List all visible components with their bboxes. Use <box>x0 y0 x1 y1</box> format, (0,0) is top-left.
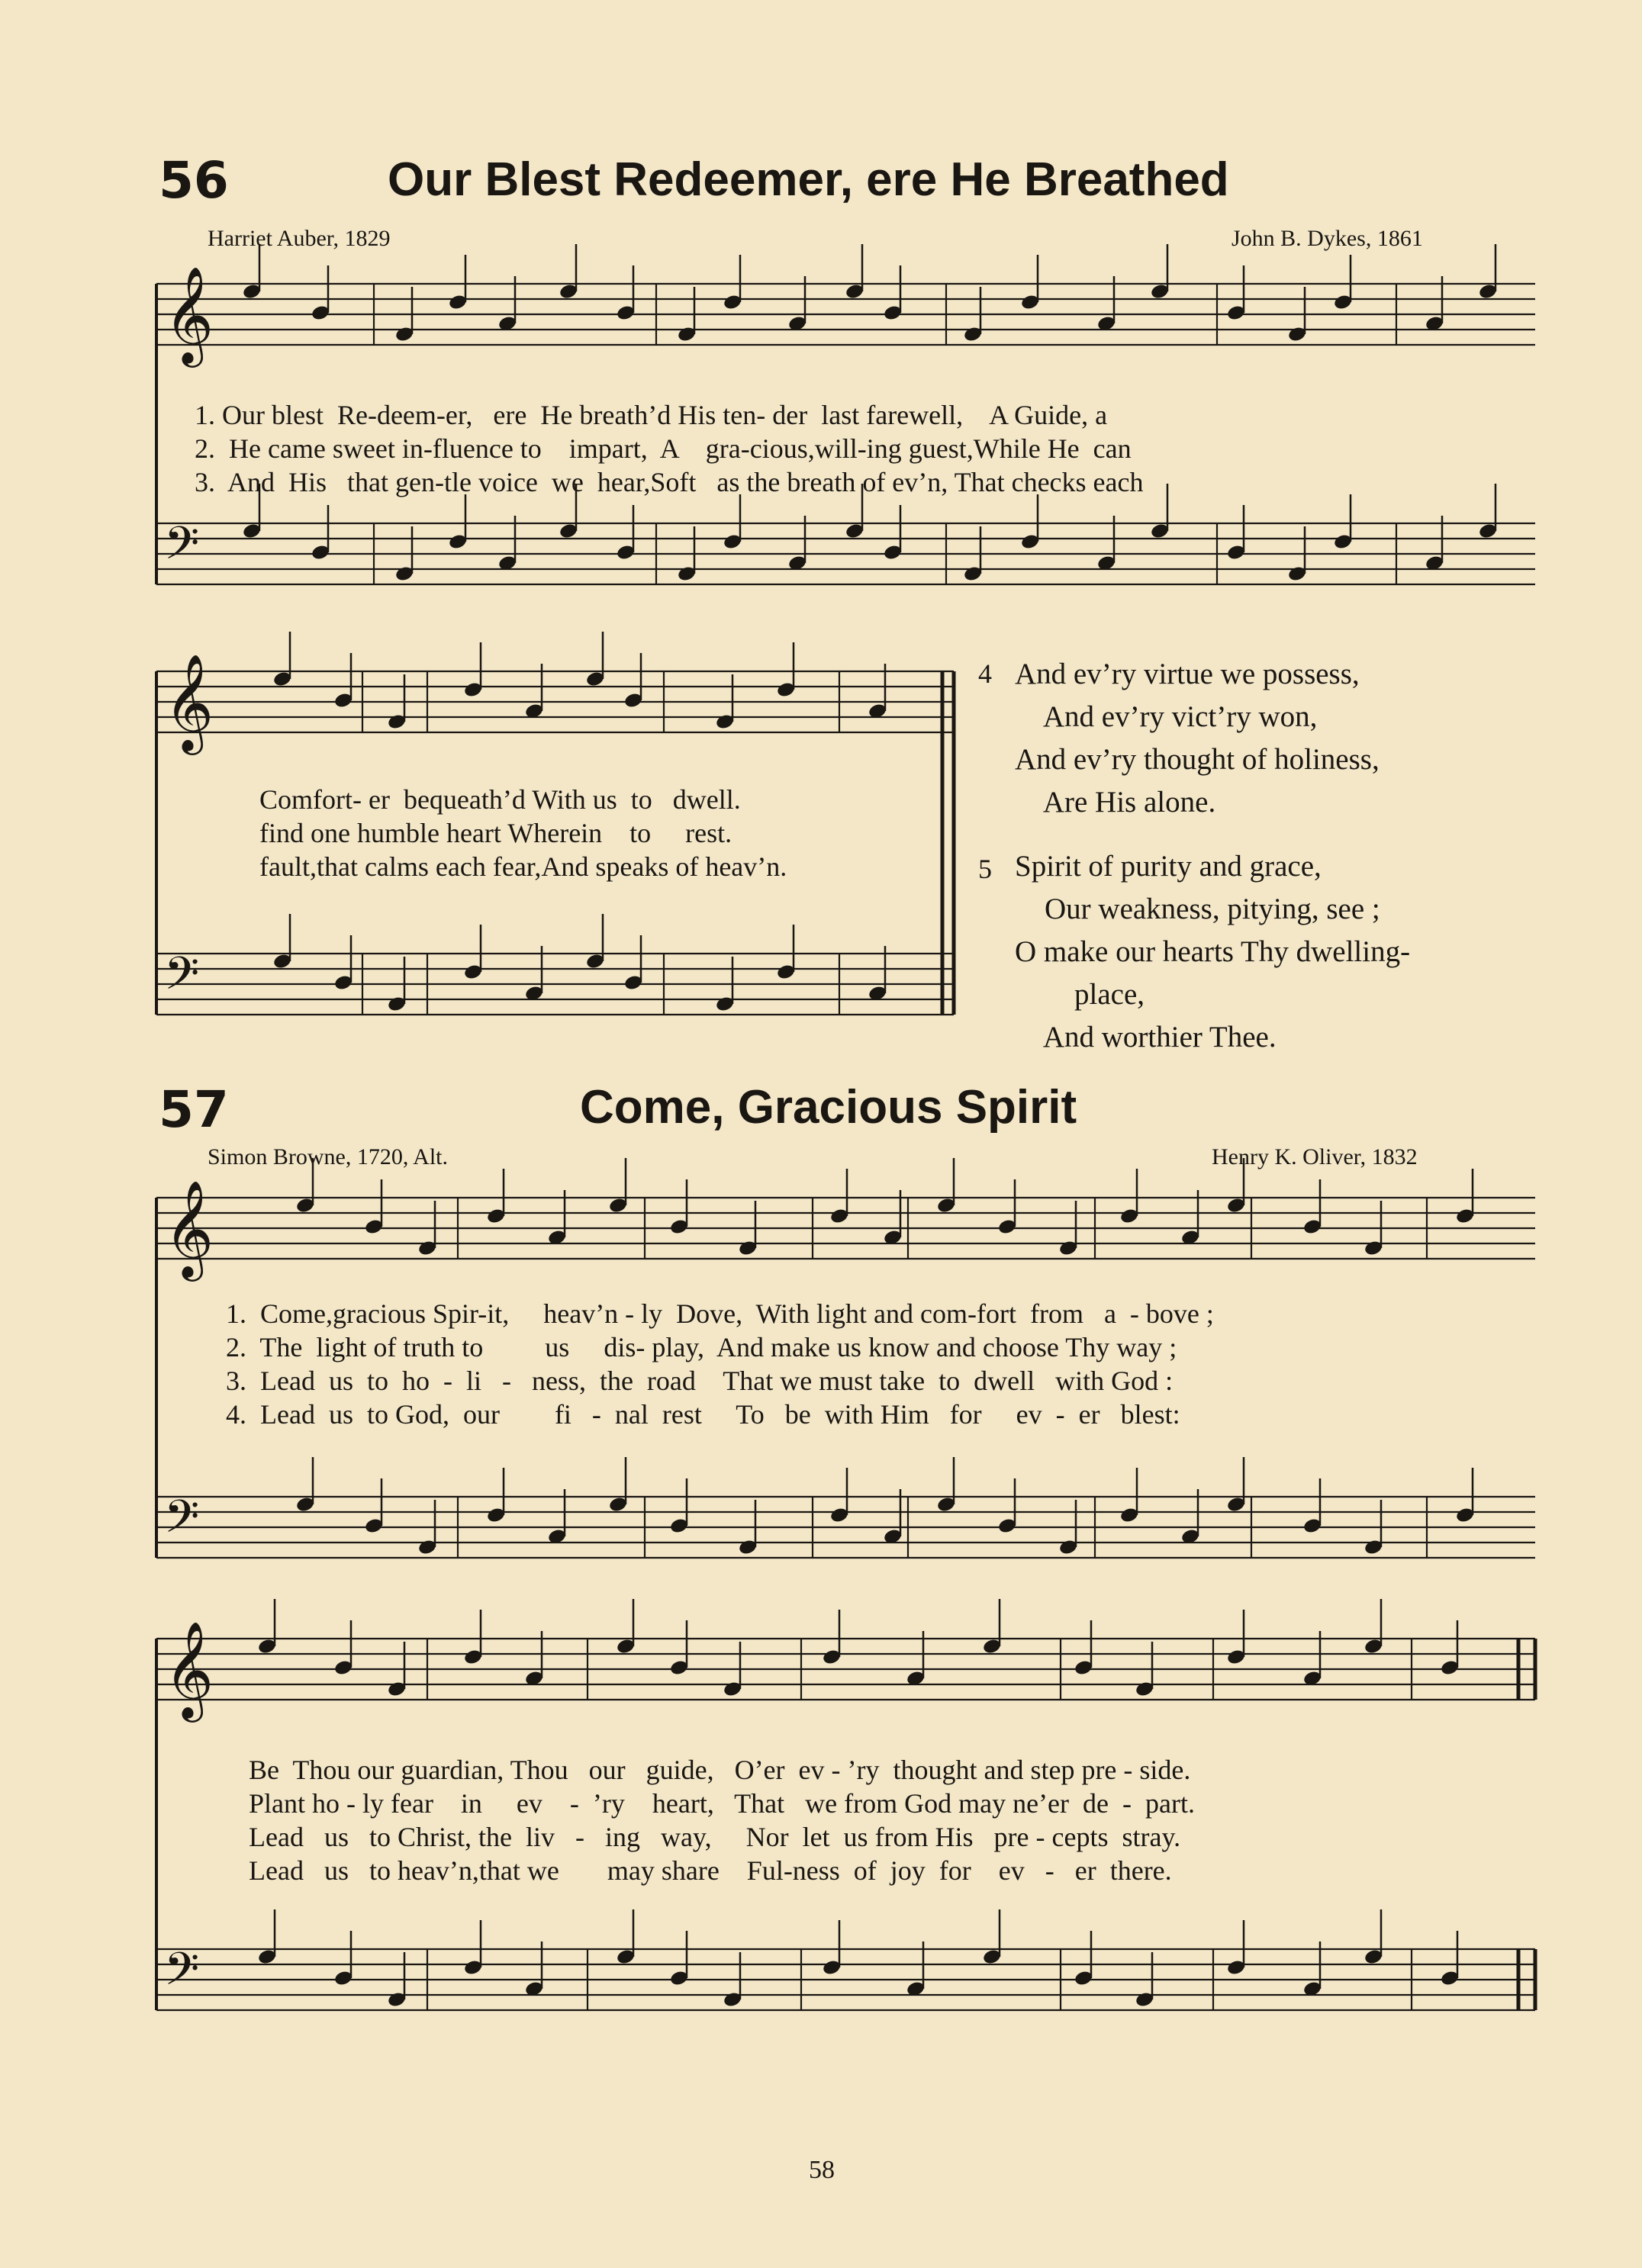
stanza-line: Spirit of purity and grace, <box>1015 850 1322 883</box>
clef-icon: 𝄞 <box>164 1620 214 1718</box>
clef-icon: 𝄞 <box>164 653 214 751</box>
hymn-author-57: Simon Browne, 1720, Alt. <box>208 1144 449 1169</box>
hymn-number-56: 56 <box>159 151 229 210</box>
clef-icon: 𝄞 <box>164 265 214 363</box>
stanza-number: 5 <box>978 854 992 884</box>
stanza-line: O make our hearts Thy dwelling- <box>1015 935 1411 968</box>
verse-line: 3. And His that gen-tle voice we hear,Soft as the breath of ev’n, That checks each <box>195 467 1144 497</box>
stanza-line: And ev’ry virtue we possess, <box>1015 658 1360 690</box>
clef-icon: 𝄢 <box>164 1942 200 2006</box>
page-number: 58 <box>809 2156 835 2184</box>
stanza-line: And worthier Thee. <box>1015 1021 1277 1054</box>
verse-line: 2. He came sweet in-fluence to impart, A gra-cious,will-ing guest,While He can <box>195 433 1132 464</box>
verse-line: fault,that calms each fear,And speaks of heav’n. <box>259 851 787 882</box>
hymn-title-57: Come, Gracious Spirit <box>580 1081 1077 1134</box>
verse-line: 1. Our blest Re-deem-er, ere He breath’d His ten- der last farewell, A Guide, a <box>195 400 1108 430</box>
hymn-author-56: Harriet Auber, 1829 <box>208 226 391 251</box>
clef-icon: 𝄢 <box>164 1490 200 1554</box>
stanza-line: Our weakness, pitying, see ; <box>1015 893 1380 925</box>
verse-line: 4. Lead us to God, our fi - nal rest To be with Him for ev - er blest: <box>226 1399 1180 1430</box>
verse-line: Lead us to Christ, the liv - ing way, Nor let us from His pre - cepts stray. <box>249 1822 1181 1852</box>
verse-line: 3. Lead us to ho - li - ness, the road That we must take to dwell with God : <box>226 1366 1174 1396</box>
clef-icon: 𝄞 <box>164 1179 214 1277</box>
hymn-title-56: Our Blest Redeemer, ere He Breathed <box>388 153 1229 206</box>
hymn-composer-57: Henry K. Oliver, 1832 <box>1212 1144 1418 1169</box>
stanza-number: 4 <box>978 658 992 689</box>
verse-line: find one humble heart Wherein to rest. <box>259 818 732 848</box>
stanza-line: place, <box>1015 978 1145 1011</box>
verse-line: Lead us to heav’n,that we may share Ful-ness of joy for ev - er there. <box>249 1855 1172 1886</box>
verse-line: 1. Come,gracious Spir-it, heav’n - ly Dove, With light and com-fort from a - bove ; <box>226 1298 1214 1329</box>
verse-line: Plant ho - ly fear in ev - ’ry heart, That we from God may ne’er de - part. <box>249 1788 1195 1819</box>
stanza-line: And ev’ry vict’ry won, <box>1015 700 1318 733</box>
verse-line: Be Thou our guardian, Thou our guide, O’er ev - ’ry thought and step pre - side. <box>249 1755 1191 1785</box>
verse-line: Comfort- er bequeath’d With us to dwell. <box>259 784 741 815</box>
clef-icon: 𝄢 <box>164 516 200 581</box>
verse-line: 2. The light of truth to us dis- play, And make us know and choose Thy way ; <box>226 1332 1177 1362</box>
clef-icon: 𝄢 <box>164 947 200 1011</box>
hymn-composer-56: John B. Dykes, 1861 <box>1232 226 1423 251</box>
stanza-line: Are His alone. <box>1015 786 1216 819</box>
hymn-number-57: 57 <box>159 1080 229 1139</box>
stanza-line: And ev’ry thought of holiness, <box>1015 743 1380 776</box>
